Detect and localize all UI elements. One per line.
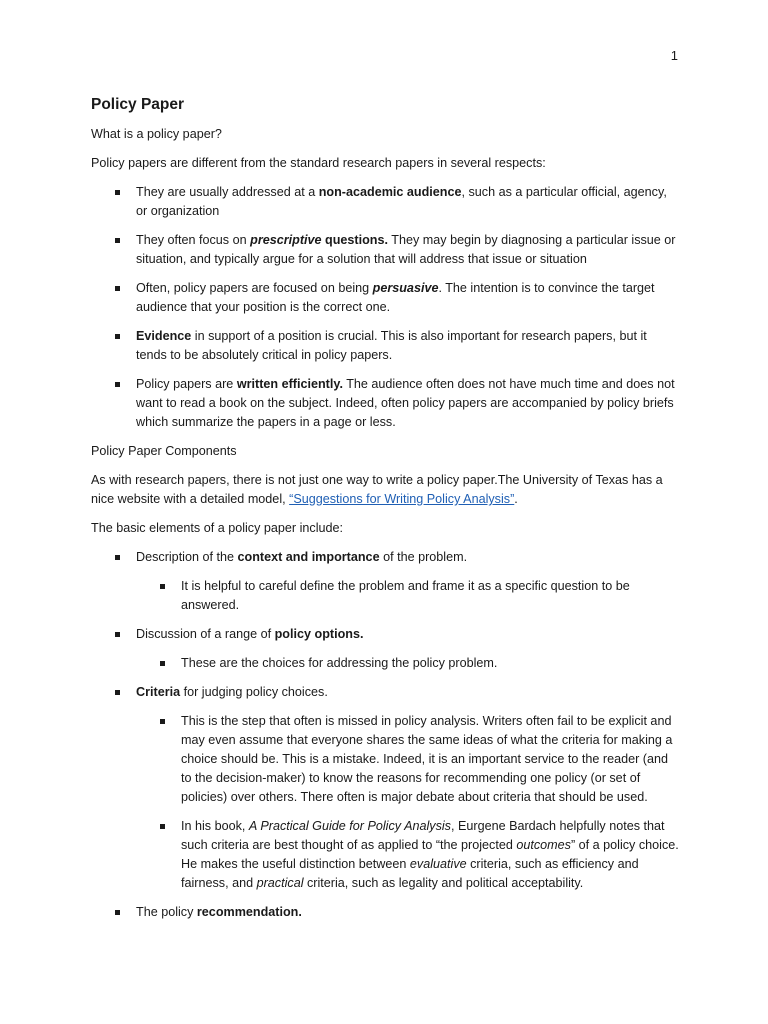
list-item: [91, 183, 679, 221]
text-run: ” of a policy choice. He makes the useful distinction between: [181, 838, 679, 871]
list-item: [91, 625, 679, 673]
list-item-text: [136, 627, 363, 641]
differences-list: [91, 183, 679, 432]
list-item: [91, 683, 679, 893]
list-item: [91, 327, 679, 365]
text-run: It is helpful to careful define the problem and frame it as a specific question to be answered.: [181, 579, 630, 612]
text-run: for judging policy choices.: [180, 685, 328, 699]
square-bullet-icon: [115, 334, 120, 339]
list-item: [91, 548, 679, 615]
square-bullet-icon: [115, 382, 120, 387]
list-item: [91, 903, 679, 922]
list-item: [91, 231, 679, 269]
elements-list: [91, 548, 679, 922]
square-bullet-icon: [115, 632, 120, 637]
text-run: criteria, such as legality and political acceptability.: [303, 876, 584, 890]
differences-intro: Policy papers are different from the standard research papers in several respects:: [91, 156, 546, 170]
text-run: They may begin by diagnosing a particular issue or situation, and typically argue for a solution that will address that issue or situation: [136, 233, 676, 266]
text-run: . The intention is to convince the target audience that your position is the correct one.: [136, 281, 655, 314]
list-item: [91, 375, 679, 432]
text-run: These are the choices for addressing the policy problem.: [181, 656, 498, 670]
text-run: recommendation.: [196, 905, 302, 919]
text-run: A Practical Guide for Policy Analysis: [248, 819, 451, 833]
text-run: policy options.: [274, 627, 364, 641]
sub-list: [136, 712, 679, 893]
list-item-text: [136, 905, 302, 919]
sub-list-item: [136, 654, 679, 673]
text-run: Policy papers are: [136, 377, 237, 391]
list-item-text: [136, 550, 467, 564]
square-bullet-icon: [115, 555, 120, 560]
text-run: of the problem.: [379, 550, 468, 564]
suggestions-link[interactable]: “Suggestions for Writing Policy Analysis”: [289, 492, 515, 506]
text-run: context and importance: [237, 550, 380, 564]
page-number: 1: [670, 48, 678, 63]
square-bullet-icon: [115, 286, 120, 291]
square-bullet-icon: [160, 584, 165, 589]
text-run: written efficiently.: [236, 377, 343, 391]
text-run: questions.: [321, 233, 389, 247]
page-title: Policy Paper: [91, 96, 185, 113]
text-run: criteria, such as efficiency and fairness, and: [181, 857, 639, 890]
text-run: Discussion of a range of: [136, 627, 275, 641]
list-item-text: [136, 685, 328, 699]
text-run: This is the step that often is missed in policy analysis. Writers often fail to be explicit and may even assume that everyone shares the same ideas of what the criteria for making a choice should be. This is a mistake. Indeed, it is an important service to the reader (and to the decision-maker) to know the reasons for recommending one policy (or set of policies) over others. There often is major debate about criteria that should be used.: [181, 714, 673, 804]
square-bullet-icon: [115, 190, 120, 195]
intro-question: What is a policy paper?: [91, 127, 222, 141]
document-body: [91, 95, 679, 932]
square-bullet-icon: [160, 661, 165, 666]
text-run: Often, policy papers are focused on being: [136, 281, 373, 295]
components-text-end: .: [514, 492, 518, 506]
components-text: As with research papers, there is not just one way to write a policy paper.The University of Texas has a nice website with a detailed model,: [91, 473, 663, 506]
text-run: , Eurgene Bardach helpfully notes that such criteria are best thought of as applied to “the projected: [181, 819, 665, 852]
square-bullet-icon: [115, 910, 120, 915]
text-run: Evidence: [136, 329, 192, 343]
sub-list: [136, 654, 679, 673]
text-run: The audience often does not have much time and does not want to read a book on the subject. Indeed, often policy papers are accompanied by policy briefs which summarize the papers in a page or less.: [136, 377, 675, 429]
text-run: Description of the: [136, 550, 238, 564]
components-heading: Policy Paper Components: [91, 444, 237, 458]
sub-list-item: [136, 577, 679, 615]
text-run: Criteria: [136, 685, 181, 699]
text-run: persuasive: [372, 281, 439, 295]
list-item: [91, 279, 679, 317]
sub-list-item: [136, 712, 679, 807]
square-bullet-icon: [160, 824, 165, 829]
sub-list: [136, 577, 679, 615]
text-run: The policy: [136, 905, 197, 919]
text-run: In his book,: [181, 819, 249, 833]
text-run: prescriptive: [250, 233, 322, 247]
text-run: in support of a position is crucial. This is also important for research papers, but it tends to be absolutely critical in policy papers.: [136, 329, 647, 362]
text-run: evaluative: [409, 857, 467, 871]
basic-elements-intro: The basic elements of a policy paper include:: [91, 521, 344, 535]
square-bullet-icon: [160, 719, 165, 724]
text-run: outcomes: [516, 838, 571, 852]
text-run: , such as a particular official, agency, or organization: [136, 185, 667, 218]
text-run: They often focus on: [136, 233, 251, 247]
sub-list-item: [136, 817, 679, 893]
square-bullet-icon: [115, 690, 120, 695]
components-paragraph: [91, 471, 679, 509]
text-run: They are usually addressed at a: [136, 185, 319, 199]
text-run: practical: [256, 876, 304, 890]
square-bullet-icon: [115, 238, 120, 243]
text-run: non-academic audience: [318, 185, 462, 199]
